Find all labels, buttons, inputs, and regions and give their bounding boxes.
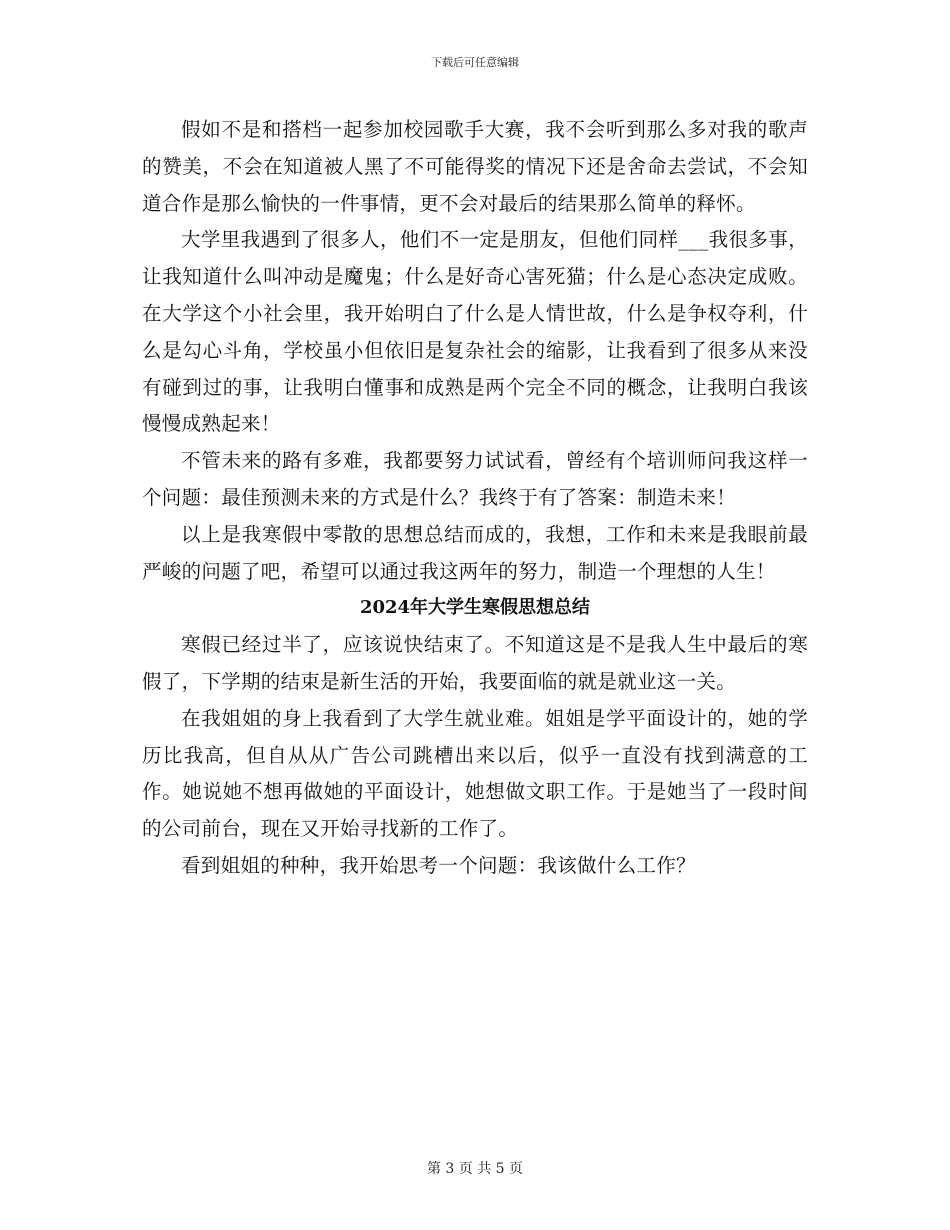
page-header: 下载后可任意编辑 — [431, 56, 519, 69]
section-heading: 2024年大学生寒假思想总结 — [359, 597, 591, 619]
paragraph: 不管未来的路有多难，我都要努力试试看，曾经有个培训师问我这样一个问题：最佳预测未来的方式是什么？我终于有了答案：制造未来！ — [142, 449, 808, 509]
paragraph: 在我姐姐的身上我看到了大学生就业难。姐姐是学平面设计的，她的学历比我高，但自从从广告公司跳槽出来以后，似乎一直没有找到满意的工作。她说她不想再做她的平面设计，她想做文职工作。于是她当了一段时间的公司前台，现在又开始寻找新的工作了。 — [142, 706, 808, 841]
page-number: 第 3 页 共 5 页 — [426, 1161, 524, 1177]
paragraph: 大学里我遇到了很多人，他们不一定是朋友，但他们同样___我很多事，让我知道什么叫冲动是魔鬼；什么是好奇心害死猫；什么是心态决定成败。在大学这个小社会里，我开始明白了什么是人情世故，什么是争权夺利，什么是勾心斗角，学校虽小但依旧是复杂社会的缩影，让我看到了很多从来没有碰到过的事，让我明白懂事和成熟是两个完全不同的概念，让我明白我该慢慢成熟起来！ — [142, 228, 808, 436]
document-body — [142, 112, 808, 885]
paragraph: 看到姐姐的种种，我开始思考一个问题：我该做什么工作？ — [181, 853, 696, 877]
paragraph: 寒假已经过半了，应该说快结束了。不知道这是不是我人生中最后的寒假了，下学期的结束是新生活的开始，我要面临的就是就业这一关。 — [142, 633, 808, 693]
paragraph: 以上是我寒假中零散的思想总结而成的，我想，工作和未来是我眼前最严峻的问题了吧，希望可以通过我这两年的努力，制造一个理想的人生！ — [142, 522, 808, 583]
paragraph: 假如不是和搭档一起参加校园歌手大赛，我不会听到那么多对我的歌声的赞美，不会在知道被人黑了不可能得奖的情况下还是舍命去尝试，不会知道合作是那么愉快的一件事情，更不会对最后的结果那么简单的释怀。 — [142, 118, 808, 215]
